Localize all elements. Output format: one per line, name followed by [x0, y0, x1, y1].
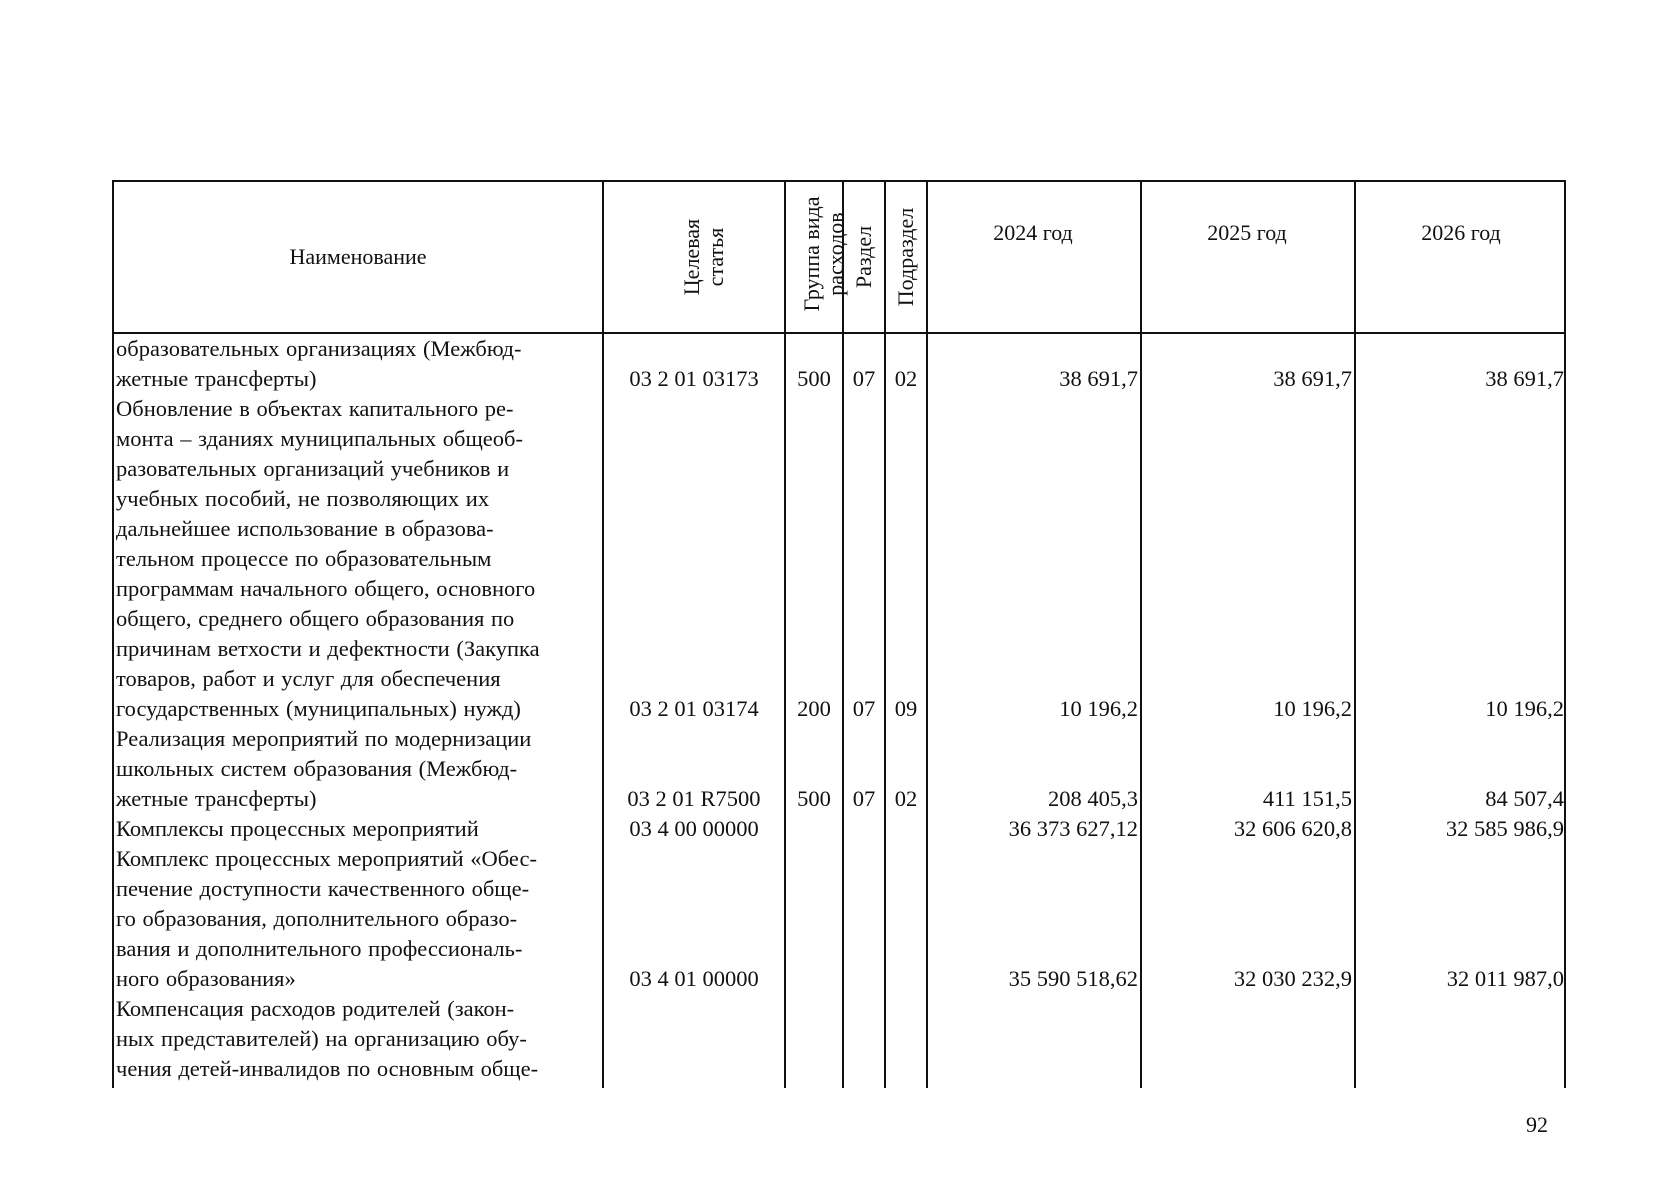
row-target-article: 03 2 01 03174	[629, 696, 759, 721]
row-value-2026: 32 585 986,9	[1445, 816, 1564, 841]
row-target-article: 03 2 01 03173	[629, 366, 759, 391]
row-section: 07	[852, 786, 876, 811]
row-name-line: товаров, работ и услуг для обеспечения	[116, 666, 501, 691]
row-target-article: 03 4 01 00000	[629, 966, 759, 991]
row-value-2024: 10 196,2	[1059, 696, 1138, 721]
row-subsection: 02	[894, 786, 918, 811]
col-border-2025	[1354, 182, 1356, 1088]
row-section: 07	[852, 696, 876, 721]
row-target-article: 03 4 00 00000	[629, 816, 759, 841]
row-expense-group: 500	[797, 786, 831, 811]
row-name-line: Реализация мероприятий по модернизации	[116, 726, 532, 751]
row-value-2024: 35 590 518,62	[1008, 966, 1138, 991]
row-value-2024: 208 405,3	[1048, 786, 1138, 811]
row-value-2026: 32 011 987,0	[1446, 966, 1564, 991]
row-name-line: дальнейшее использование в образова-	[116, 516, 494, 541]
row-name-line: чения детей-инвалидов по основным обще-	[116, 1056, 539, 1081]
header-2024: 2024 год	[993, 220, 1073, 245]
row-value-2025: 10 196,2	[1273, 696, 1352, 721]
header-name: Наименование	[289, 244, 427, 269]
row-value-2025: 32 030 232,9	[1233, 966, 1352, 991]
row-name-line: общего, среднего общего образования по	[116, 606, 515, 631]
row-name-line: жетные трансферты)	[116, 366, 317, 391]
row-name-line: государственных (муниципальных) нужд)	[116, 696, 521, 721]
row-name-line: Компенсация расходов родителей (закон-	[116, 996, 515, 1021]
row-section: 07	[852, 366, 876, 391]
row-name-line: Комплекс процессных мероприятий «Обес-	[116, 846, 537, 871]
row-name-line: учебных пособий, не позволяющих их	[116, 486, 490, 511]
row-name-line: ного образования»	[116, 966, 296, 991]
header-section: Раздел	[851, 225, 876, 289]
row-expense-group: 200	[797, 696, 831, 721]
row-name-line: монта – зданиях муниципальных общеоб-	[116, 426, 523, 451]
row-expense-group: 500	[797, 366, 831, 391]
row-name-line: образовательных организациях (Межбюд-	[116, 336, 522, 361]
row-value-2025: 411 151,5	[1262, 786, 1352, 811]
header-2026: 2026 год	[1421, 220, 1501, 245]
row-name-line: Обновление в объектах капитального ре-	[116, 396, 514, 421]
row-value-2024: 38 691,7	[1059, 366, 1138, 391]
row-name-line: го образования, дополнительного образо-	[116, 906, 518, 931]
header-expense-group: Группа вида расходов	[799, 196, 848, 312]
row-name-line: тельном процессе по образовательным	[116, 546, 492, 571]
header-subsection: Подраздел	[893, 207, 918, 307]
row-target-article: 03 2 01 R7500	[627, 786, 761, 811]
col-border-target	[784, 182, 786, 1088]
row-value-2026: 84 507,4	[1485, 786, 1564, 811]
page-number: 92	[1526, 1112, 1548, 1137]
row-name-line: программам начального общего, основного	[116, 576, 536, 601]
row-value-2024: 36 373 627,12	[1008, 816, 1138, 841]
row-name-line: жетные трансферты)	[116, 786, 317, 811]
col-border-2024	[1140, 182, 1142, 1088]
row-name-line: ных представителей) на организацию обу-	[116, 1026, 527, 1051]
col-border-section	[884, 182, 886, 1088]
col-border-subsection	[926, 182, 928, 1088]
row-name-line: Комплексы процессных мероприятий	[116, 816, 479, 841]
header-2025: 2025 год	[1207, 220, 1287, 245]
row-name-line: печение доступности качественного обще-	[116, 876, 530, 901]
row-value-2026: 38 691,7	[1485, 366, 1564, 391]
row-subsection: 09	[894, 696, 918, 721]
row-name-line: причинам ветхости и дефектности (Закупка	[116, 636, 540, 661]
col-border-name	[602, 182, 604, 1088]
row-name-line: школьных систем образования (Межбюд-	[116, 756, 518, 781]
row-value-2026: 10 196,2	[1485, 696, 1564, 721]
row-value-2025: 38 691,7	[1273, 366, 1352, 391]
budget-table	[112, 180, 1566, 1088]
row-name-line: вания и дополнительного профессиональ-	[116, 936, 523, 961]
header-target-article: Целевая статья	[679, 218, 728, 296]
row-value-2025: 32 606 620,8	[1233, 816, 1352, 841]
row-name-line: разовательных организаций учебников и	[116, 456, 510, 481]
row-subsection: 02	[894, 366, 918, 391]
